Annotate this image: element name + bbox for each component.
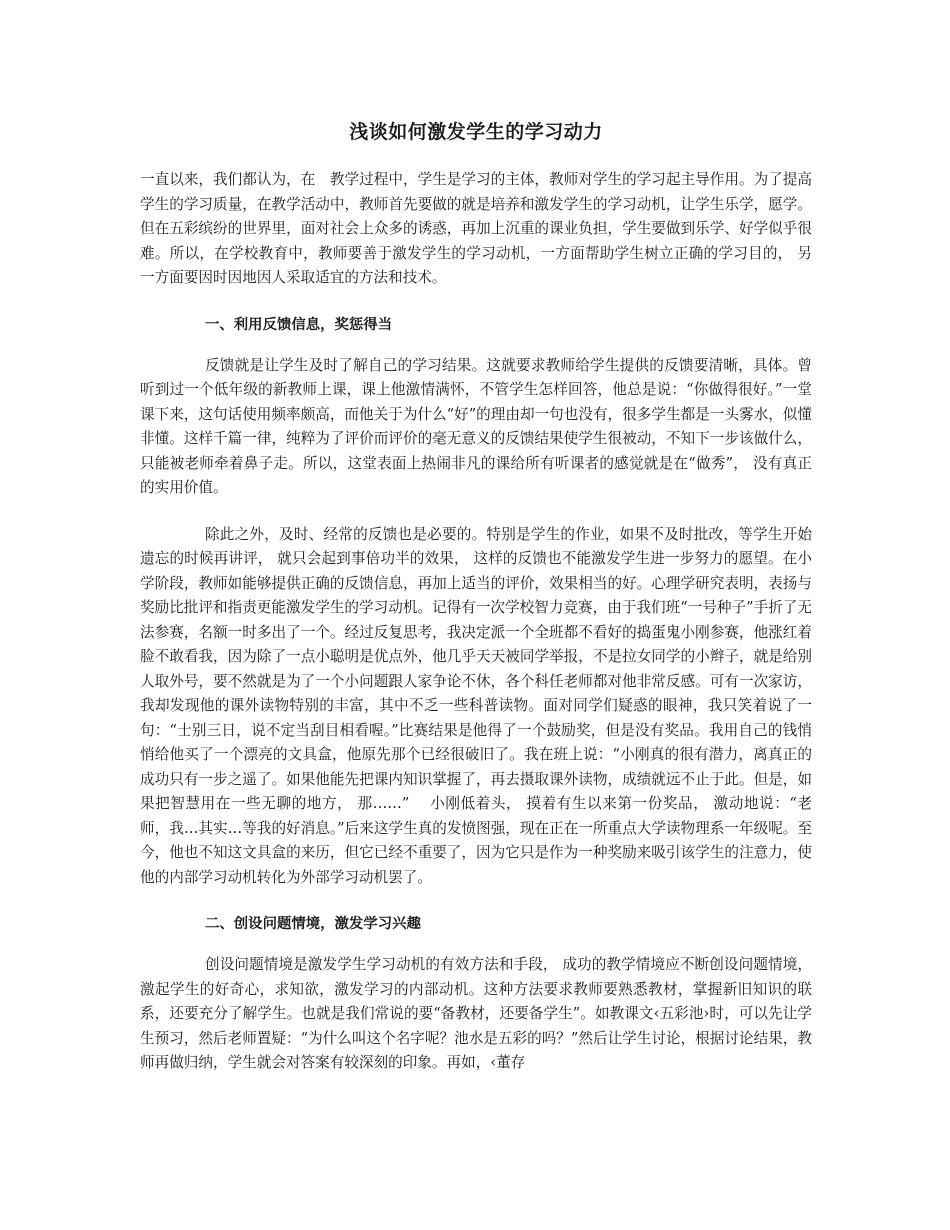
spacer [140, 936, 812, 953]
spacer [140, 291, 812, 313]
spacer [140, 890, 812, 912]
intro-paragraph: 一直以来，我们都认为，在 教学过程中，学生是学习的主体，教师对学生的学习起主导作用。为了提高学生的学习质量，在教学活动中，教师首先要做的就是培养和激发学生的学习动机，让学生乐学，愿学。但在五彩缤纷的世界里，面对社会上众多的诱惑，再加上沉重的课业负担，学生要做到乐学、好学似乎很难。所以，在学校教育中，教师要善于激发学生的学习动机，一方面帮助学生树立正确的学习目的， 另一方面要因时因地因人采取适宜的方法和技术。 [140, 171, 812, 286]
document-title: 浅谈如何激发学生的学习动力 [349, 121, 603, 143]
section-heading-1: 一、利用反馈信息，奖惩得当 [205, 316, 393, 333]
body-paragraph: 创设问题情境是激发学生学习动机的有效方法和手段， 成功的教学情境应不断创设问题情境，激起学生的好奇心，求知欲，激发学习的内部动机。这种方法要求教师要熟悉教材，掌握新旧知识的联系，还要充分了解学生。也就是我们常说的要“备教材，还要备学生”。如教课文‹五彩池›时，可以先让学生预习，然后老师置疑：“为什么叫这个名字呢？池水是五彩的吗？”然后让学生讨论，根据讨论结果，教师再做归纳，学生就会对答案有较深刻的印象。再如，‹董存 [140, 956, 812, 1071]
section-heading-2: 二、创设问题情境，激发学习兴趣 [205, 916, 421, 932]
spacer [140, 337, 812, 354]
document-page [140, 118, 812, 1076]
body-paragraph: 反馈就是让学生及时了解自己的学习结果。这就要求教师给学生提供的反馈要清晰，具体。曾听到过一个低年级的新教师上课，课上他激情满怀，不管学生怎样回答，他总是说：“你做得很好。”一堂课下来，这句话使用频率颇高，而他关于为什么“好”的理由却一句也没有，很多学生都是一头雾水，似懂非懂。这样千篇一律，纯粹为了评价而评价的毫无意义的反馈结果使学生很被动，不知下一步该做什么，只能被老师牵着鼻子走。所以，这堂表面上热闹非凡的课给所有听课者的感觉就是在“做秀”， 没有真正的实用价值。 [140, 356, 812, 496]
body-paragraph: 除此之外，及时、经常的反馈也是必要的。特别是学生的作业，如果不及时批改，等学生开始遗忘的时候再讲评， 就只会起到事倍功半的效果， 这样的反馈也不能激发学生进一步努力的愿望。在小学阶段，教师如能够提供正确的反馈信息，再加上适当的评价，效果相当的好。心理学研究表明，表扬与奖励比批评和指责更能激发学生的学习动机。记得有一次学校智力竞赛，由于我们班“一号种子”手折了无法参赛，名额一时多出了一个。经过反复思考，我决定派一个全班都不看好的捣蛋鬼小刚参赛，他涨红着脸不敢看我，因为除了一点小聪明是优点外，他几乎天天被同学举报，不是拉女同学的小辫子，就是给别人取外号，要不然就是为了一个小问题跟人家争论不休，各个科任老师都对他非常反感。可有一次家访，我却发现他的课外读物特别的丰富，其中不乏一些科普读物。面对同学们疑惑的眼神，我只笑着说了一句：“士别三日，说不定当刮目相看喔。”比赛结果是他得了一个鼓励奖，但是没有奖品。我用自己的钱悄悄给他买了一个漂亮的文具盒，他原先那个已经很破旧了。我在班上说：“小刚真的很有潜力，离真正的成功只有一步之遥了。如果他能先把课内知识掌握了，再去摄取课外读物，成绩就远不止于此。但是，如果把智慧用在一些无聊的地方， 那……” 小刚低着头， 摸着有生以来第一份奖品， 激动地说：“老师，我…其实…等我的好消息。”后来这学生真的发愤图强，现在正在一所重点大学读物理系一年级呢。至今，他也不知这文具盒的来历，但它已经不重要了，因为它只是作为一种奖励来吸引该学生的注意力，使他的内部学习动机转化为外部学习动机罢了。 [140, 525, 812, 886]
spacer [140, 501, 812, 523]
